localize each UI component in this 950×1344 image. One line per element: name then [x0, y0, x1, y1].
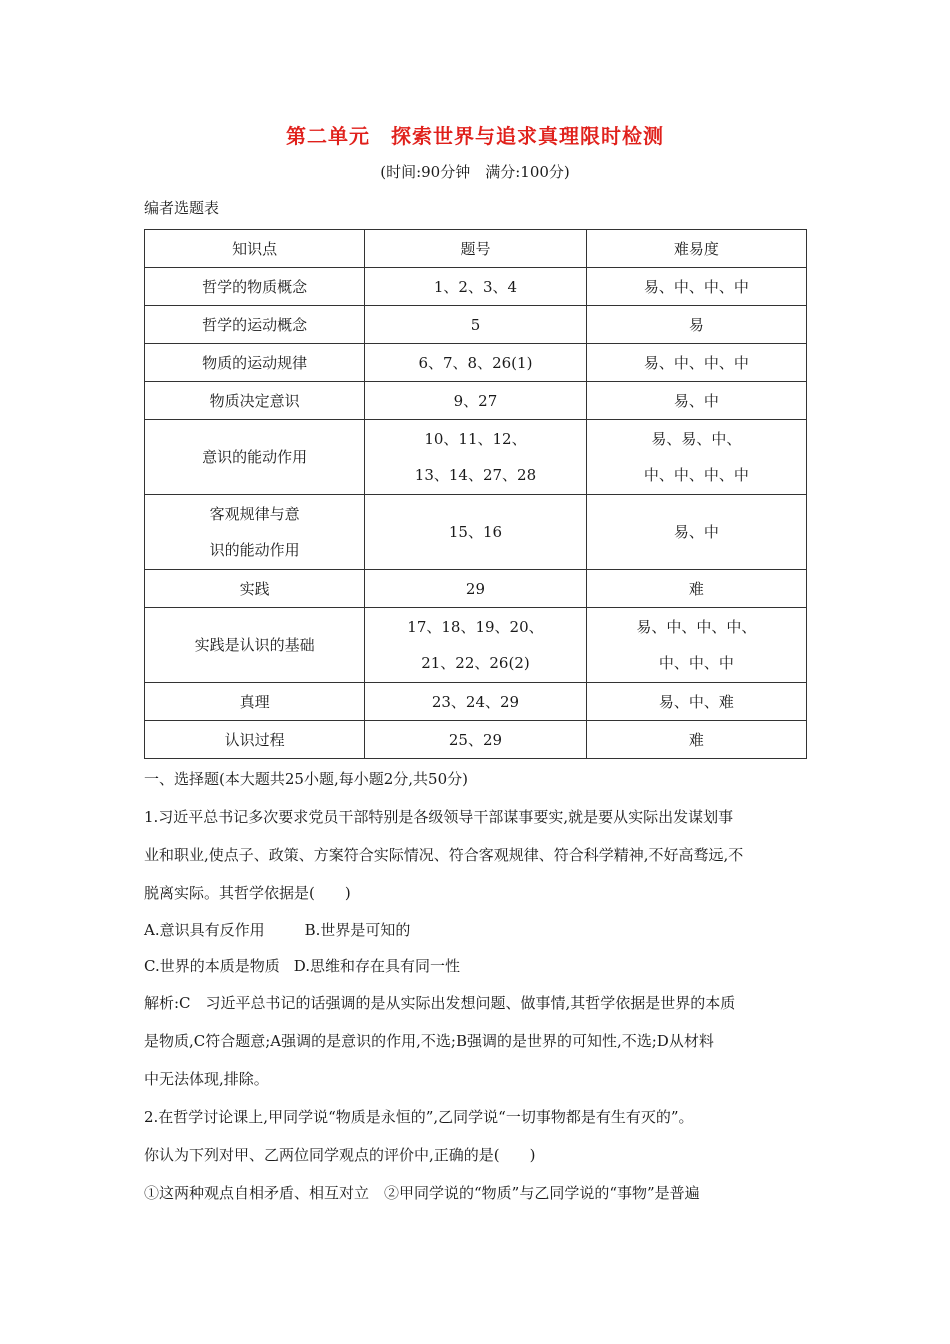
question-numbers-cell — [365, 268, 586, 306]
question-line: 业和职业,使点子、政策、方案符合实际情况、符合客观规律、符合科学精神,不好高骛远,不 — [144, 846, 744, 864]
section-heading: 一、选择题(本大题共25小题,每小题2分,共50分) — [144, 770, 468, 788]
cell-line: 难 — [688, 730, 704, 749]
cell-line: 易、中、难 — [658, 692, 734, 711]
cell-line: 实践 — [239, 579, 270, 598]
option-a: A.意识具有反作用 — [144, 921, 265, 939]
cell-line: 13、14、27、28 — [414, 466, 537, 484]
option-d: D.思维和存在具有同一性 — [293, 957, 460, 975]
analysis-line: 解析:C 习近平总书记的话强调的是从实际出发想问题、做事情,其哲学依据是世界的本质 — [144, 994, 736, 1012]
question-2 — [144, 1098, 808, 1212]
cell-line: 客观规律与意 — [209, 505, 300, 523]
cell-line: 易、中、中、中、 — [636, 618, 757, 636]
cell-line: 识的能动作用 — [209, 541, 300, 559]
table-row — [145, 608, 807, 683]
topic-cell — [145, 683, 365, 721]
question-body — [144, 764, 808, 1212]
cell-line: 10、11、12、 — [424, 430, 527, 448]
header-question-numbers: 题号 — [365, 230, 586, 268]
difficulty-cell — [586, 721, 806, 759]
question-numbers-cell — [365, 306, 586, 344]
cell-line: 哲学的物质概念 — [202, 277, 308, 296]
header-topic: 知识点 — [145, 230, 365, 268]
cell-line: 物质决定意识 — [209, 391, 300, 410]
cell-line: 中、中、中、中 — [643, 466, 749, 484]
difficulty-cell — [586, 683, 806, 721]
question-numbers-cell — [365, 420, 586, 495]
table-row — [145, 344, 807, 382]
cell-line: 真理 — [239, 692, 270, 711]
options-row — [144, 948, 808, 984]
difficulty-cell — [586, 608, 806, 683]
cell-line: 易、中、中、中 — [643, 353, 749, 372]
cell-line: 易、易、中、 — [651, 430, 742, 448]
topic-cell — [145, 382, 365, 420]
difficulty-cell — [586, 268, 806, 306]
exam-time-score: (时间:90分钟 满分:100分) — [380, 163, 570, 181]
page-title: 第二单元 探索世界与追求真理限时检测 — [286, 124, 664, 148]
header-difficulty: 难易度 — [586, 230, 806, 268]
topic-selection-table — [144, 229, 807, 759]
table-row — [145, 495, 807, 570]
cell-line: 哲学的运动概念 — [202, 315, 308, 334]
question-numbers-cell — [365, 382, 586, 420]
table-caption: 编者选题表 — [144, 199, 220, 217]
topic-cell — [145, 570, 365, 608]
topic-cell — [145, 495, 365, 570]
option-b: B.世界是可知的 — [304, 921, 411, 939]
question-numbers-cell — [365, 570, 586, 608]
cell-line: 易、中 — [673, 523, 719, 541]
cell-line: 实践是认识的基础 — [194, 636, 315, 654]
topic-cell — [145, 721, 365, 759]
topic-cell — [145, 306, 365, 344]
cell-line: 认识过程 — [224, 730, 285, 749]
analysis-line: 是物质,C符合题意;A强调的是意识的作用,不选;B强调的是世界的可知性,不选;D从材料 — [144, 1032, 714, 1050]
question-line: ①这两种观点自相矛盾、相互对立 ②甲同学说的“物质”与乙同学说的“事物”是普遍 — [144, 1184, 700, 1202]
question-numbers-cell — [365, 344, 586, 382]
question-line: 1.习近平总书记多次要求党员干部特别是各级领导干部谋事要实,就是要从实际出发谋划事 — [144, 808, 734, 826]
difficulty-cell — [586, 306, 806, 344]
cell-line: 25、29 — [448, 730, 503, 749]
topic-cell — [145, 608, 365, 683]
cell-line: 29 — [465, 579, 485, 598]
question-numbers-cell — [365, 608, 586, 683]
topic-cell — [145, 420, 365, 495]
question-numbers-cell — [365, 495, 586, 570]
table-row — [145, 420, 807, 495]
difficulty-cell — [586, 495, 806, 570]
cell-line: 意识的能动作用 — [202, 448, 308, 466]
cell-line: 物质的运动规律 — [202, 353, 308, 372]
cell-line: 21、22、26(2) — [421, 654, 530, 672]
topic-cell — [145, 268, 365, 306]
table-row — [145, 570, 807, 608]
cell-line: 中、中、中 — [658, 654, 734, 672]
question-numbers-cell — [365, 683, 586, 721]
cell-line: 难 — [688, 579, 704, 598]
table-row — [145, 382, 807, 420]
question-line: 你认为下列对甲、乙两位同学观点的评价中,正确的是( ) — [144, 1146, 536, 1164]
option-c: C.世界的本质是物质 — [144, 957, 280, 975]
question-1 — [144, 798, 808, 1098]
difficulty-cell — [586, 344, 806, 382]
cell-line: 9、27 — [453, 391, 498, 410]
question-numbers-cell — [365, 721, 586, 759]
cell-line: 易、中、中、中 — [643, 277, 749, 296]
cell-line: 15、16 — [448, 523, 503, 541]
cell-line: 5 — [470, 315, 481, 334]
table-header-row — [145, 230, 807, 268]
table-row — [145, 683, 807, 721]
topic-cell — [145, 344, 365, 382]
cell-line: 1、2、3、4 — [433, 277, 518, 296]
question-line: 2.在哲学讨论课上,甲同学说“物质是永恒的”,乙同学说“一切事物都是有生有灭的”。 — [144, 1108, 694, 1126]
cell-line: 易 — [688, 315, 704, 334]
difficulty-cell — [586, 420, 806, 495]
difficulty-cell — [586, 570, 806, 608]
cell-line: 23、24、29 — [431, 692, 520, 711]
cell-line: 易、中 — [673, 391, 719, 410]
difficulty-cell — [586, 382, 806, 420]
table-row — [145, 306, 807, 344]
question-line: 脱离实际。其哲学依据是( ) — [144, 884, 351, 902]
cell-line: 6、7、8、26(1) — [418, 353, 533, 372]
table-row — [145, 268, 807, 306]
analysis-line: 中无法体现,排除。 — [144, 1070, 269, 1088]
cell-line: 17、18、19、20、 — [407, 618, 544, 636]
table-row — [145, 721, 807, 759]
options-row — [144, 912, 808, 948]
